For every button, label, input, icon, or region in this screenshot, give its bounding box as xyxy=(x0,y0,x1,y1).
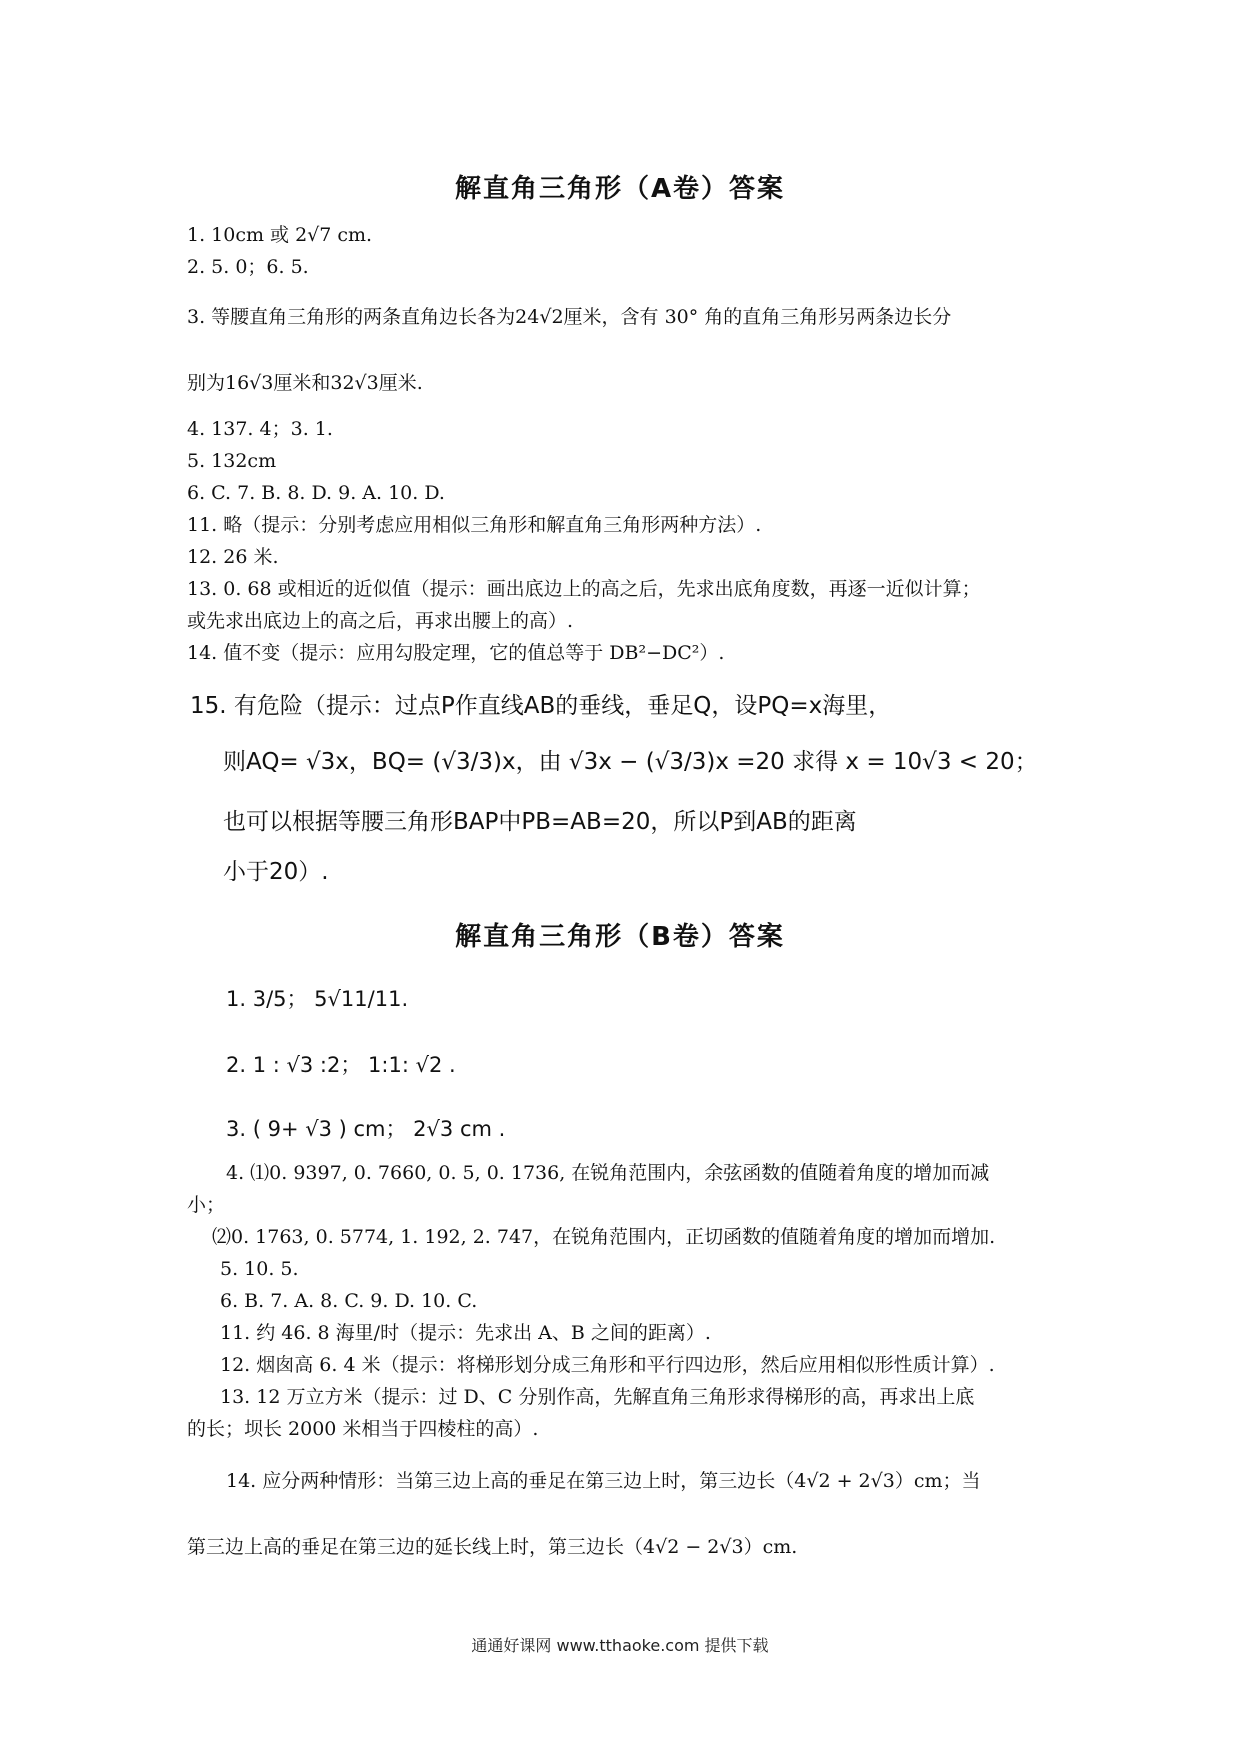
answer-a-3-cont: 别为16√3厘米和32√3厘米. xyxy=(187,372,423,394)
answer-b-1: 1. 3/5； 5√11/11. xyxy=(226,987,409,1011)
section-b-title: 解直角三角形（B卷）答案 xyxy=(455,922,785,952)
section-a-title: 解直角三角形（A卷）答案 xyxy=(454,174,786,204)
answer-b-6-10: 6. B. 7. A. 8. C. 9. D. 10. C. xyxy=(220,1290,478,1312)
answer-b-11: 11. 约 46. 8 海里/时（提示：先求出 A、B 之间的距离）. xyxy=(220,1322,711,1344)
answer-a-1: 1. 10cm 或 2√7 cm. xyxy=(187,224,373,246)
answer-b-4-cont: 小； xyxy=(187,1194,226,1216)
answer-a-4: 4. 137. 4；3. 1. xyxy=(187,418,333,440)
answer-b-2: 2. 1 : √3 :2； 1:1: √2 . xyxy=(226,1053,456,1077)
answer-b-14: 14. 应分两种情形：当第三边上高的垂足在第三边上时，第三边长（4√2 + 2√3）cm；当 xyxy=(226,1470,981,1492)
answer-a-11: 11. 略（提示：分别考虑应用相似三角形和解直角三角形两种方法）. xyxy=(187,514,762,536)
answer-a-14: 14. 值不变（提示：应用勾股定理，它的值总等于 DB²−DC²）. xyxy=(187,642,725,664)
answer-b-13: 13. 12 万立方米（提示：过 D、C 分别作高，先解直角三角形求得梯形的高，再求出上底 xyxy=(220,1386,975,1408)
answer-a-15: 15. 有危险（提示：过点P作直线AB的垂线，垂足Q，设PQ=x海里， xyxy=(190,693,892,719)
answer-b-4: 4. ⑴0. 9397, 0. 7660, 0. 5, 0. 1736, 在锐角范围内，余弦函数的值随着角度的增加而减 xyxy=(226,1162,990,1184)
answer-a-13: 13. 0. 68 或相近的近似值（提示：画出底边上的高之后，先求出底角度数，再逐一近似计算； xyxy=(187,578,981,600)
answer-a-6-10: 6. C. 7. B. 8. D. 9. A. 10. D. xyxy=(187,482,445,504)
answer-b-12: 12. 烟囱高 6. 4 米（提示：将梯形划分成三角形和平行四边形，然后应用相似形性质计算）. xyxy=(220,1354,995,1376)
answer-a-15-end: 小于20）. xyxy=(223,859,329,885)
answer-b-14-cont: 第三边上高的垂足在第三边的延长线上时，第三边长（4√2 − 2√3）cm. xyxy=(187,1536,798,1558)
answer-a-15-alt: 也可以根据等腰三角形BAP中PB=AB=20，所以P到AB的距离 xyxy=(223,809,857,835)
answer-a-15-calc: 则AQ= √3x，BQ= (√3/3)x，由 √3x − (√3/3)x =20 求得 x = 10√3 < 20； xyxy=(223,749,1038,775)
answer-b-13-cont: 的长；坝长 2000 米相当于四棱柱的高）. xyxy=(187,1418,539,1440)
answer-a-2: 2. 5. 0；6. 5. xyxy=(187,256,309,278)
answer-b-4-part2: ⑵0. 1763, 0. 5774, 1. 192, 2. 747，在锐角范围内，正切函数的值随着角度的增加而增加. xyxy=(212,1226,996,1248)
answer-b-5: 5. 10. 5. xyxy=(220,1258,299,1280)
answer-b-3: 3. ( 9+ √3 ) cm； 2√3 cm . xyxy=(226,1117,506,1141)
answer-a-3: 3. 等腰直角三角形的两条直角边长各为24√2厘米，含有 30° 角的直角三角形另两条边长分 xyxy=(187,306,952,328)
answer-a-13-cont: 或先求出底边上的高之后，再求出腰上的高）. xyxy=(187,610,574,632)
footer-source: 通通好课网 www.tthaoke.com 提供下载 xyxy=(471,1636,769,1655)
answer-a-5: 5. 132cm xyxy=(187,450,277,472)
answer-a-12: 12. 26 米. xyxy=(187,546,279,568)
